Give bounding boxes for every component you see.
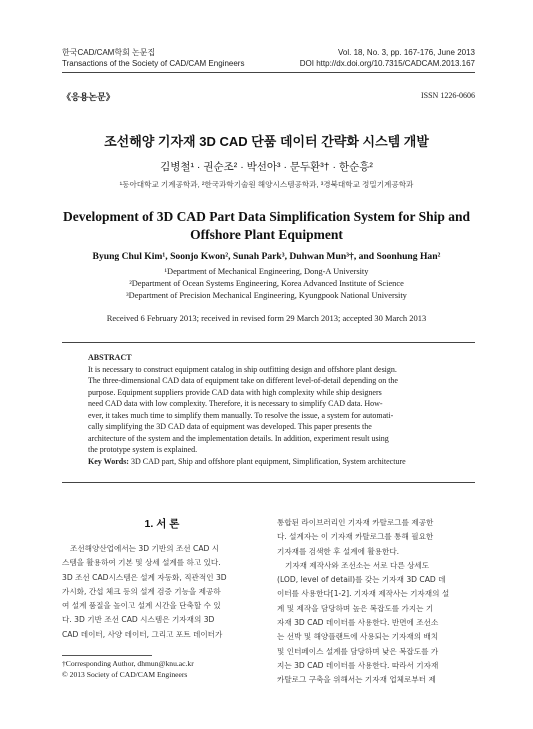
section-heading-introduction: 1. 서 론: [144, 518, 180, 530]
right-column-line: 기자재를 검색한 후 설계에 활용한다.: [277, 546, 400, 556]
keywords-text: 3D CAD part, Ship and offshore plant equipment, Simplification, System architecture: [128, 456, 406, 466]
right-column-line: 지는 3D CAD 데이터를 사용한다. 따라서 기자재: [277, 660, 439, 670]
abstract-line: purpose. Equipment suppliers provide CAD data with high complexity while ship designers: [88, 387, 382, 397]
abstract-line: cally simplifying the 3D CAD data of equipment was developed. This paper presents the: [88, 422, 372, 431]
abstract-line: ever, it takes much time to simplify them manually. To resolve the issue, a system for automati-: [88, 410, 394, 420]
received-dates: Received 6 February 2013; received in revised form 29 March 2013; accepted 30 March 2013: [106, 313, 427, 323]
abstract-line: It is necessary to construct equipment catalog in ship outfitting design and offshore plant design.: [88, 364, 397, 374]
abstract-line: The three-dimensional CAD data of equipment take on different level-of-detail depending on the: [88, 376, 398, 385]
paper-title-english-line1: Development of 3D CAD Part Data Simplification System for Ship and: [63, 209, 470, 224]
left-column-line: 3D 조선 CAD시스템은 설계 자동화, 직관적인 3D: [62, 572, 227, 582]
abstract-block: [88, 352, 450, 467]
abstract-line: the prototype system is explained.: [88, 445, 198, 454]
left-column-line: 조선해양산업에서는 3D 기반의 조선 CAD 시: [70, 544, 220, 553]
left-column-line: 여 설계 품질을 높이고 설계 시간을 단축할 수 있: [62, 601, 221, 611]
journal-name-english: Transactions of the Society of CAD/CAM Engineers: [62, 59, 245, 68]
affiliation-2: ²Department of Ocean Systems Engineering, Korea Advanced Institute of Science: [129, 279, 404, 288]
keywords-line: [88, 456, 450, 468]
right-column-line: 다. 설계자는 이 기자재 카탈로그를 통해 필요한: [277, 532, 434, 542]
right-column-line: 계 및 제작을 담당하며 높은 복잡도를 가지는 기: [277, 603, 434, 613]
right-column-text: [277, 516, 475, 688]
affiliations-english: [0, 266, 533, 302]
affiliations-korean: ¹동아대학교 기계공학과, ²한국과학기술원 해양시스템공학과, ³경북대학교 정밀기계공학과: [119, 180, 414, 189]
authors-korean: 김병철¹ · 권순조² · 박선아³ · 문두환³† · 한순흥²: [160, 161, 373, 173]
affiliation-1: ¹Department of Mechanical Engineering, Dong-A University: [164, 267, 369, 276]
left-column-line: 가시화, 간섭 체크 등의 설계 검증 기능을 제공하: [62, 586, 221, 596]
left-column-line: 다. 3D 기반 조선 CAD 시스템은 기자재의 3D: [62, 615, 215, 625]
issn: ISSN 1226-0606: [420, 91, 475, 100]
left-column-line: CAD 데이터, 사양 데이터, 그리고 포트 데이터가: [62, 629, 223, 639]
paper-category: 《응용논문》: [62, 92, 115, 102]
paper-title-korean: 조선해양 기자재 3D CAD 단품 데이터 간략화 시스템 개발: [104, 134, 429, 149]
copyright-notice: © 2013 Society of CAD/CAM Engineers: [62, 669, 188, 679]
abstract-top-rule: [62, 342, 475, 343]
abstract-bottom-rule: [62, 482, 475, 483]
volume-info: Vol. 18, No. 3, pp. 167-176, June 2013: [338, 48, 475, 57]
doi-link[interactable]: DOI http://dx.doi.org/10.7315/CADCAM.2013.167: [299, 59, 475, 68]
right-column-line: 및 인터페이스 설계를 담당하며 낮은 복잡도를 가: [277, 646, 439, 656]
left-column-text: [62, 542, 260, 642]
journal-name-korean: 한국CAD/CAM학회 논문집: [62, 48, 156, 57]
paper-title-english: [0, 208, 533, 244]
left-column-line: 스템을 활용하여 기본 및 상세 설계를 하고 있다.: [62, 558, 221, 568]
abstract-line: architecture of the system and the implementation details. In addition, experiment result using: [88, 433, 389, 443]
header-rule: [62, 72, 475, 73]
keywords-label: Key Words:: [88, 456, 129, 466]
affiliation-3: ³Department of Precision Mechanical Engineering, Kyungpook National University: [126, 291, 407, 300]
corresponding-author: †Corresponding Author, dhmun@knu.ac.kr: [62, 659, 194, 668]
footnote: [62, 659, 194, 680]
authors-english: Byung Chul Kim¹, Soonjo Kwon², Sunah Park³, Duhwan Mun³†, and Soonhung Han²: [92, 251, 441, 262]
abstract-body: [88, 364, 450, 456]
abstract-heading: ABSTRACT: [88, 353, 132, 362]
right-column-line: 카탈로그 구축을 위해서는 기자재 업체로부터 제: [277, 675, 436, 685]
right-column-line: 는 선박 및 해양플랜트에 사용되는 기자재의 배치: [277, 632, 439, 642]
paper-title-english-line2: Offshore Plant Equipment: [190, 227, 343, 242]
right-column-line: (LOD, level of detail)를 갖는 기자재 3D CAD 데: [277, 575, 446, 585]
right-column-line: 통합된 라이브러리인 기자재 카탈로그를 제공한: [277, 518, 434, 527]
abstract-line: need CAD data with low complexity. Therefore, it is necessary to simplify CAD data. How-: [88, 399, 383, 408]
footnote-rule: [62, 655, 152, 656]
right-column-line: 기자재 제작사와 조선소는 서로 다른 상세도: [285, 560, 430, 570]
right-column-line: 이터를 사용한다[1-2]. 기자재 제작사는 기자재의 설: [277, 589, 450, 599]
right-column-line: 자재 3D CAD 데이터를 사용한다. 반면에 조선소: [277, 618, 439, 628]
